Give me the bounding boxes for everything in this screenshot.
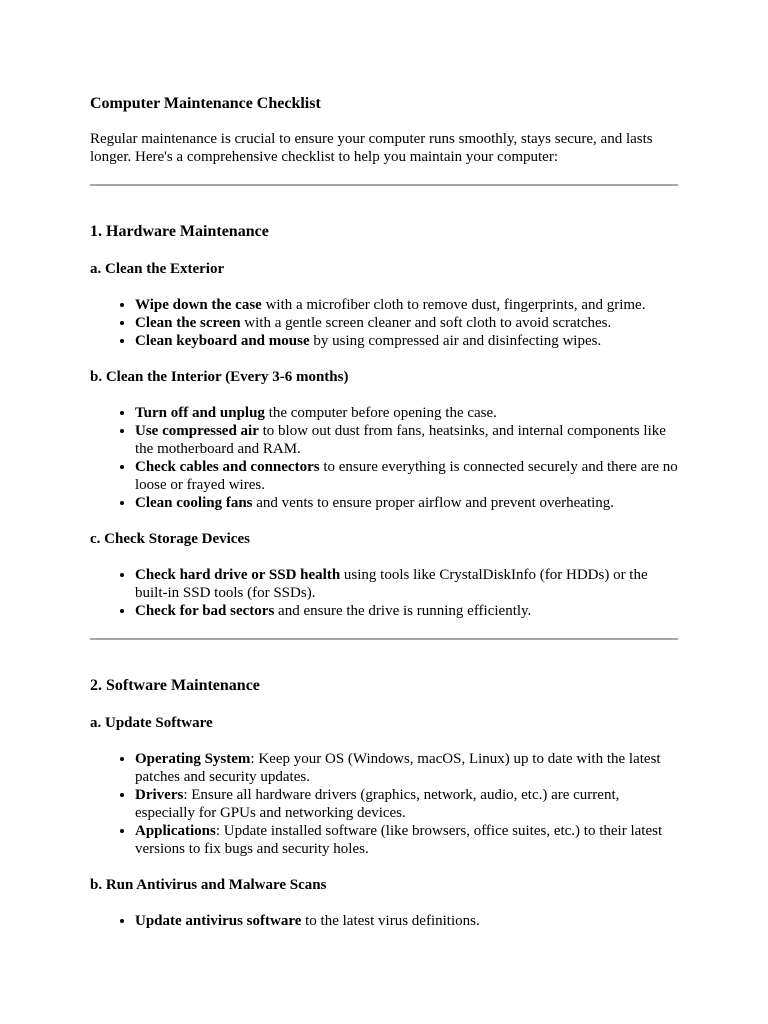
item-text: with a gentle screen cleaner and soft cloth to avoid scratches. — [240, 315, 612, 331]
intro-paragraph: Regular maintenance is crucial to ensure your computer runs smoothly, stays secure, and lasts longer. Here's a comprehensive checklist to help you maintain your computer: — [90, 131, 653, 165]
list-item — [135, 494, 678, 512]
list-item — [135, 602, 678, 620]
list-item — [135, 750, 678, 786]
list-item — [135, 458, 678, 494]
item-text: to blow out dust from fans, heatsinks, and internal components like the motherboard and RAM. — [135, 423, 666, 457]
item-keyword: Clean keyboard and mouse — [135, 333, 310, 349]
subsection-title-clean-exterior: a. Clean the Exterior — [90, 261, 225, 277]
list-item — [135, 822, 678, 858]
item-keyword: Check cables and connectors — [135, 459, 320, 475]
list-item — [135, 912, 678, 930]
bullet-list-antivirus — [90, 912, 678, 930]
subsection-title-clean-interior: b. Clean the Interior (Every 3-6 months) — [90, 369, 349, 385]
subsection-title-antivirus: b. Run Antivirus and Malware Scans — [90, 877, 327, 893]
item-keyword: Check for bad sectors — [135, 603, 275, 619]
item-keyword: Applications — [135, 823, 216, 839]
divider — [90, 184, 678, 186]
item-keyword: Operating System — [135, 751, 251, 767]
list-item — [135, 786, 678, 822]
section-title-software: 2. Software Maintenance — [90, 677, 260, 694]
item-keyword: Clean the screen — [135, 315, 241, 331]
item-text: : Ensure all hardware drivers (graphics, network, audio, etc.) are current, especially for GPUs and networking devices. — [135, 787, 620, 821]
subsection-title-update-software: a. Update Software — [90, 715, 213, 731]
item-text: and vents to ensure proper airflow and prevent overheating. — [252, 495, 615, 511]
bullet-list-clean-interior — [90, 404, 678, 512]
item-keyword: Clean cooling fans — [135, 495, 253, 511]
item-keyword: Update antivirus software — [135, 913, 302, 929]
bullet-list-storage — [90, 566, 678, 620]
list-item — [135, 404, 678, 422]
list-item — [135, 296, 678, 314]
item-text: and ensure the drive is running efficiently. — [274, 603, 532, 619]
bullet-list-update-software — [90, 750, 678, 858]
item-text: with a microfiber cloth to remove dust, fingerprints, and grime. — [261, 297, 646, 313]
item-text: by using compressed air and disinfecting wipes. — [309, 333, 602, 349]
list-item — [135, 332, 678, 350]
divider — [90, 638, 678, 640]
item-text: : Update installed software (like browsers, office suites, etc.) to their latest versions to fix bugs and security holes. — [135, 823, 663, 857]
document-title: Computer Maintenance Checklist — [90, 95, 321, 112]
item-text: to ensure everything is connected securely and there are no loose or frayed wires. — [135, 459, 678, 493]
section-title-hardware: 1. Hardware Maintenance — [90, 223, 269, 240]
item-text: the computer before opening the case. — [264, 405, 497, 421]
item-text: : Keep your OS (Windows, macOS, Linux) up to date with the latest patches and security updates. — [135, 751, 661, 785]
item-keyword: Use compressed air — [135, 423, 259, 439]
item-keyword: Drivers — [135, 787, 184, 803]
item-text: using tools like CrystalDiskInfo (for HDDs) or the built-in SSD tools (for SSDs). — [135, 567, 648, 601]
list-item — [135, 314, 678, 332]
document-content — [90, 94, 678, 930]
item-keyword: Wipe down the case — [135, 297, 262, 313]
item-keyword: Turn off and unplug — [135, 405, 265, 421]
list-item — [135, 566, 678, 602]
item-text: to the latest virus definitions. — [301, 913, 480, 929]
list-item — [135, 422, 678, 458]
bullet-list-clean-exterior — [90, 296, 678, 350]
subsection-title-storage: c. Check Storage Devices — [90, 531, 250, 547]
item-keyword: Check hard drive or SSD health — [135, 567, 341, 583]
